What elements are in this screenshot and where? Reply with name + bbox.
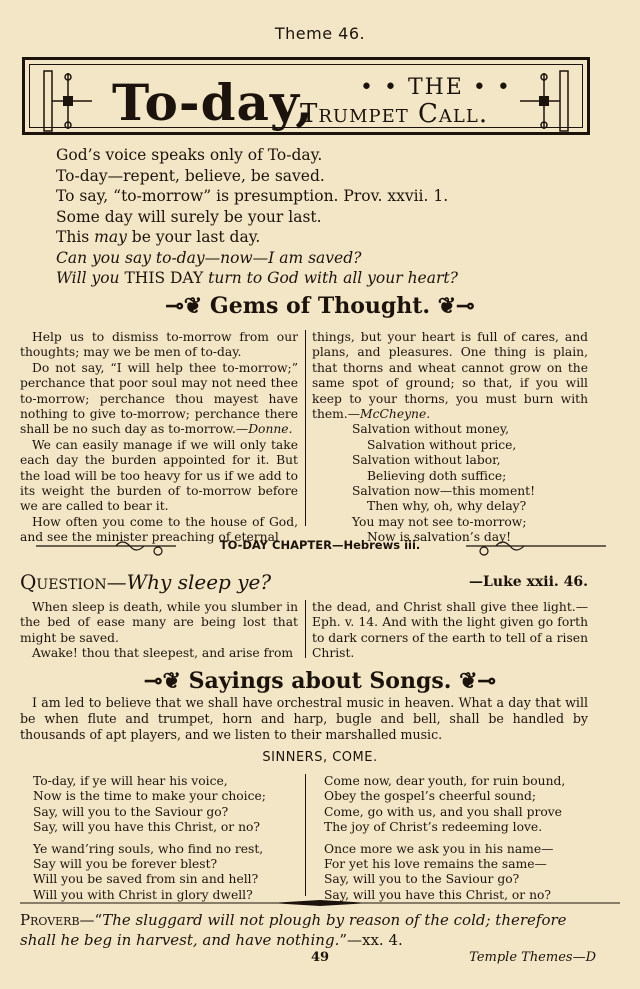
banner-title-today: To-day, [112,73,314,132]
question-right-column: the dead, and Christ shall give thee light.—Eph. v. 14. And with the light given go forth to dark corners of the earth to tell of a risen Christ. [312,600,588,661]
banner-the: • • THE • • [360,75,512,100]
gems-left-column: Help us to dismiss to-morrow from our thoughts; may we be men of to-day. Do not say, “I will help thee to-morrow;” perchance that poor soul may not need thee to-morrow; perchance thou mayest have nothing to give to-morrow; perchance there shall be no such day as to-morrow.—Donne. We can easily manage if we will only take each day the burden appointed for it. But the load will be too heavy for us if we add to its weight the burden of to-morrow before we are called to bear it. How often you come to the house of God, and see the minister preaching of eternal [20,330,298,545]
intro-line: This may be your last day. [56,228,261,246]
intro-line: Will you THIS DAY turn to God with all your heart? [56,269,458,287]
column-divider [305,774,306,896]
column-divider [305,330,306,526]
question-heading: Question—Why sleep ye? [20,570,272,594]
banner-ornament-right-icon [516,69,572,133]
sayings-heading: ⊸❦ Sayings about Songs. ❦⊸ [144,668,496,694]
question-left-column: When sleep is death, while you slumber in the bed of ease many are being lost that might be saved. Awake! thou that sleepest, and arise from [20,600,298,661]
ornament-right-icon: ❦⊸ [459,668,496,694]
sinners-left-stanzas: To-day, if ye will hear his voice, Now is the time to make your choice; Say, will you to the Saviour go? Say, will you have this Christ, or no? Ye wand’ring souls, who find no rest, Say will you be forever blest? Will you be saved from sin and hell? Will you with Christ in glory dwell? [33,774,266,902]
intro-line: Some day will surely be your last. [56,207,322,226]
divider-rule-icon [20,898,620,908]
column-divider [305,600,306,658]
gems-right-column: things, but your heart is full of cares, and plans, and pleasures. One thing is plain, that thorns and wheat cannot grow on the same spot of ground; so that, if you will keep to your thorns, you must burn with them.—McCheyne. Salvation without money, Salvation without price, Salvation without labor, Believing doth suffice; Salvation now—this moment! Then why, oh, why delay? You may not see to-morrow; Now is salvation’s day! [312,330,588,545]
footer-signature: Temple Themes—D [469,950,596,965]
banner-ornament-left-icon [40,69,96,133]
question-reference: —Luke xxii. 46. [469,574,588,590]
sayings-text: I am led to believe that we shall have orchestral music in heaven. What a day that will be when flute and trumpet, horn and harp, bugle and bell, shall be handled by thousands of apt players, and we listen to their marshalled music. [20,695,588,742]
sinners-right-stanzas: Come now, dear youth, for ruin bound, Obey the gospel’s cheerful sound; Come, go with us, and you shall prove The joy of Christ’s redeeming love. Once more we ask you in his name— For yet his love remains the same— Say, will you to the Saviour go? Say, will you have this Christ, or no? [324,774,566,902]
ornament-left-icon: ⊸❦ [144,668,181,694]
sinners-title: SINNERS, COME. [262,750,378,765]
intro-lines [56,145,596,289]
intro-line: Can you say to-day—now—I am saved? [56,248,362,267]
intro-line: To-day—repent, believe, be saved. [56,166,325,185]
banner-trumpet-call: Trumpet Call. [300,99,489,129]
theme-number: Theme 46. [274,24,366,43]
gems-heading: ⊸❦ Gems of Thought. ❦⊸ [165,293,475,319]
proverb: Proverb—“The sluggard will not plough by reason of the cold; therefore shall he beg in harvest, and have nothing.”—xx. 4. [20,911,567,949]
ornament-right-icon: ❦⊸ [437,293,475,319]
chapter-reference: TO-DAY CHAPTER—Hebrews iii. [219,538,421,552]
intro-line: To say, “to-morrow” is presumption. Prov. xxvii. 1. [56,187,449,205]
ornament-left-icon: ⊸❦ [165,293,203,319]
page-number: 49 [310,950,330,965]
salvation-poem: Salvation without money, Salvation without price, Salvation without labor, Believing doth suffice; Salvation now—this moment! Then why, oh, why delay? You may not see to-morrow; Now is salvation’s day! [352,422,536,545]
intro-line: God’s voice speaks only of To-day. [56,146,323,164]
title-banner [22,57,590,135]
